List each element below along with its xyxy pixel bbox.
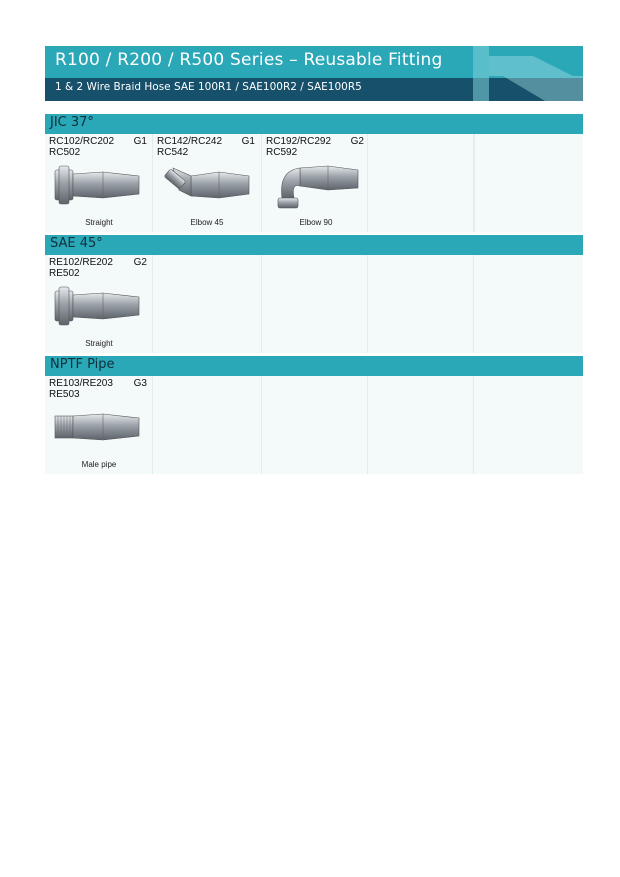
fitting-group: G2 [133,257,147,268]
elbow-90-fitting-icon [270,160,360,212]
section-header-sae [45,235,583,255]
fitting-group: G2 [350,136,364,147]
section-title: NPTF Pipe [50,357,115,372]
fitting-item[interactable] [45,134,153,232]
fitting-code: RE103/RE203 RE503 [49,378,113,400]
page-header [45,46,583,101]
page-subtitle: 1 & 2 Wire Braid Hose SAE 100R1 / SAE100R2 / SAE100R5 [55,81,362,93]
elbow-45-fitting-icon [161,160,251,212]
male-pipe-fitting-icon [53,402,143,454]
straight-fitting-icon [53,160,143,212]
fitting-group: G1 [133,136,147,147]
page-title: R100 / R200 / R500 Series – Reusable Fitting [55,50,443,70]
fitting-code: RE102/RE202 RE502 [49,257,113,279]
fitting-caption: Straight [85,218,113,227]
section-grid-sae [45,255,583,353]
fitting-caption: Straight [85,339,113,348]
section-grid-jic [45,134,583,232]
section-header-jic [45,114,583,134]
section-title: JIC 37° [50,115,94,130]
fitting-group: G1 [241,136,255,147]
fitting-code: RC102/RC202 RC502 [49,136,115,158]
section-title: SAE 45° [50,236,103,251]
fitting-code: RC142/RC242 RC542 [157,136,223,158]
fitting-item[interactable] [262,134,370,232]
fitting-group: G3 [133,378,147,389]
fitting-caption: Elbow 90 [299,218,333,227]
section-grid-nptf [45,376,583,474]
fitting-caption: Male pipe [81,460,117,469]
straight-fitting-icon [53,281,143,333]
fitting-item[interactable] [153,134,261,232]
fitting-item[interactable] [45,376,153,474]
fitting-item[interactable] [45,255,153,353]
brand-logo-icon [473,46,583,101]
fitting-code: RC192/RC292 RC592 [266,136,332,158]
fitting-caption: Elbow 45 [190,218,224,227]
section-header-nptf [45,356,583,376]
